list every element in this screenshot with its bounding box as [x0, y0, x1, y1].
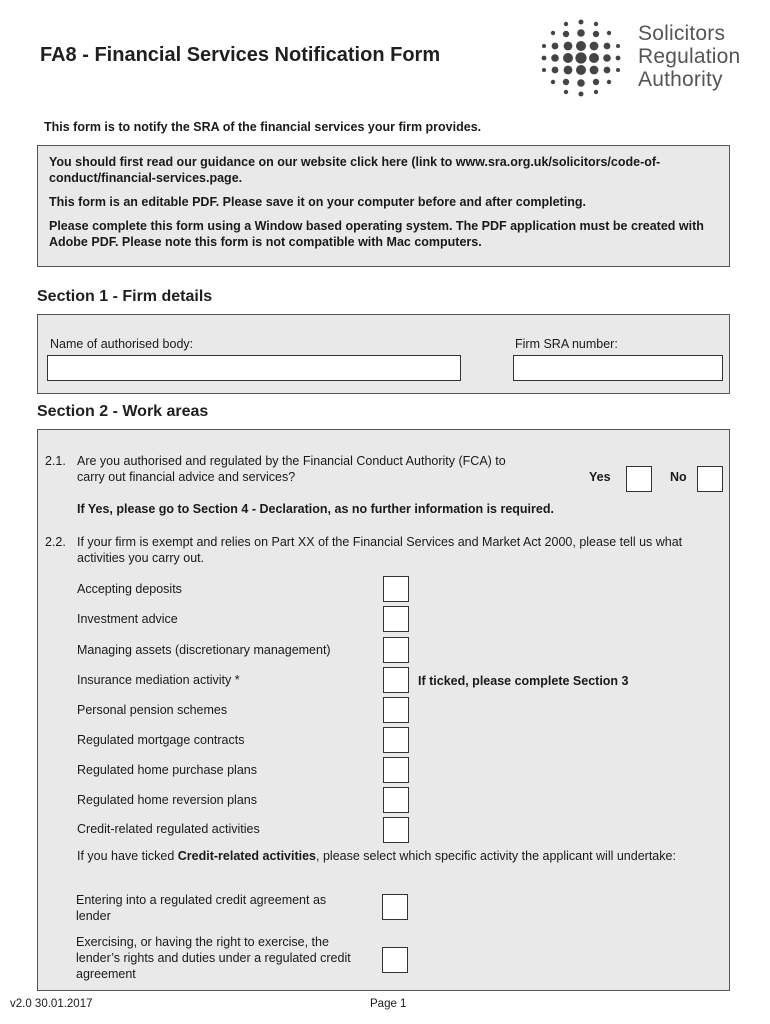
- logo-line-1: Solicitors: [638, 22, 726, 45]
- q2-text: If your firm is exempt and relies on Part XX of the Financial Services and Market Act 2000, please tell us what activities you carry out.: [77, 535, 683, 565]
- q2-number: 2.2.: [45, 535, 66, 549]
- q1-text: Are you authorised and regulated by the Financial Conduct Authority (FCA) to carry out financial advice and services?: [77, 454, 506, 484]
- credit-option-lender-checkbox[interactable]: [382, 894, 408, 920]
- notice-box: [37, 145, 730, 267]
- activity-accepting-deposits-checkbox[interactable]: [383, 576, 409, 602]
- q1-number: 2.1.: [45, 454, 66, 468]
- activity-home-purchase-checkbox[interactable]: [383, 757, 409, 783]
- sra-logo-icon: [538, 18, 624, 98]
- credit-option-rights-checkbox[interactable]: [382, 947, 408, 973]
- credit-instruction: [77, 848, 717, 864]
- activity-insurance-mediation-checkbox[interactable]: [383, 667, 409, 693]
- activity-insurance-mediation-label: Insurance mediation activity *: [77, 673, 240, 687]
- activity-managing-assets-checkbox[interactable]: [383, 637, 409, 663]
- activity-personal-pension-checkbox[interactable]: [383, 697, 409, 723]
- credit-option-rights-label: Exercising, or having the right to exercise, the lender’s rights and duties under a regulated credit agreement: [76, 935, 351, 981]
- credit-option-lender-label: Entering into a regulated credit agreement as lender: [76, 893, 327, 923]
- logo-line-2: Regulation: [638, 45, 741, 68]
- page-number: Page 1: [370, 998, 407, 1010]
- notice-os-requirement: Please complete this form using a Window based operating system. The PDF application must be created with Adobe PDF. Please note this form is not compatible with Mac computers.: [49, 219, 704, 249]
- sra-number-label: Firm SRA number:: [515, 337, 618, 351]
- activity-investment-advice-checkbox[interactable]: [383, 606, 409, 632]
- intro-text: This form is to notify the SRA of the financial services your firm provides.: [44, 120, 482, 134]
- activity-credit-related-checkbox[interactable]: [383, 817, 409, 843]
- activity-home-reversion-label: Regulated home reversion plans: [77, 793, 257, 807]
- section-1-panel: [37, 314, 730, 394]
- activity-mortgage-contracts-checkbox[interactable]: [383, 727, 409, 753]
- activity-personal-pension-label: Personal pension schemes: [77, 703, 228, 717]
- no-label: No: [670, 470, 687, 484]
- yes-checkbox[interactable]: [626, 466, 652, 492]
- activity-investment-advice-label: Investment advice: [77, 612, 178, 626]
- no-checkbox[interactable]: [697, 466, 723, 492]
- credit-instruction-post: , please select which specific activity the applicant will undertake:: [316, 849, 676, 863]
- activity-mortgage-contracts-label: Regulated mortgage contracts: [77, 733, 245, 747]
- notice-editable-pdf: This form is an editable PDF. Please save it on your computer before and after completing.: [49, 195, 586, 209]
- activity-credit-related-label: Credit-related regulated activities: [77, 822, 260, 836]
- credit-instruction-bold: Credit-related activities: [177, 849, 317, 863]
- activity-managing-assets-label: Managing assets (discretionary management): [77, 643, 331, 657]
- section-2-heading: Section 2 - Work areas: [37, 403, 209, 420]
- version-label: v2.0 30.01.2017: [10, 998, 93, 1010]
- sra-number-input[interactable]: [513, 355, 723, 381]
- activity-home-purchase-label: Regulated home purchase plans: [77, 763, 257, 777]
- authorised-body-input[interactable]: [47, 355, 461, 381]
- page-title: FA8 - Financial Services Notification Form: [40, 44, 441, 66]
- logo-line-3: Authority: [638, 68, 723, 91]
- activity-home-reversion-checkbox[interactable]: [383, 787, 409, 813]
- section-1-heading: Section 1 - Firm details: [37, 288, 213, 305]
- sra-logo-text: [638, 22, 740, 91]
- yes-label: Yes: [589, 470, 611, 484]
- notice-guidance: You should first read our guidance on our website click here (link to www.sra.org.uk/solicitors/code-of-conduct/financial-services.page.: [49, 155, 661, 185]
- authorised-body-label: Name of authorised body:: [50, 337, 194, 351]
- insurance-note: If ticked, please complete Section 3: [418, 674, 629, 688]
- q1-note: If Yes, please go to Section 4 - Declaration, as no further information is required.: [77, 502, 554, 516]
- activity-accepting-deposits-label: Accepting deposits: [77, 582, 182, 596]
- credit-instruction-pre: If you have ticked: [77, 849, 178, 863]
